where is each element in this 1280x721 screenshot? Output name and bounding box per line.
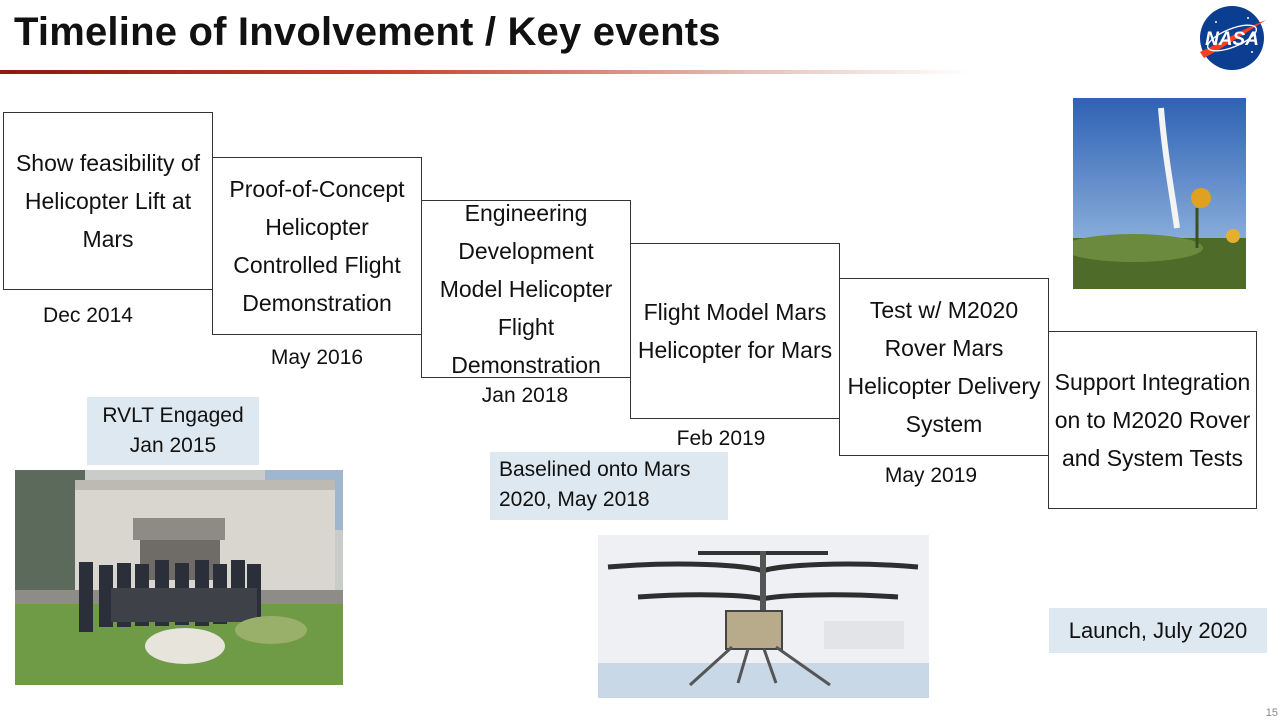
rvlt-callout-line-1: RVLT Engaged <box>102 404 244 427</box>
title-underline <box>0 70 970 74</box>
team-photo <box>15 470 343 685</box>
launch-photo <box>1073 98 1246 289</box>
rvlt-callout-line-2: Jan 2015 <box>129 434 217 457</box>
milestone-box-6 <box>1048 331 1257 509</box>
milestone-box-4 <box>630 243 840 419</box>
milestone-label-2: Proof-of-Concept Helicopter Controlled Flight Demonstration <box>229 176 405 316</box>
milestone-date-2: May 2016 <box>270 346 364 369</box>
milestone-box-2 <box>212 157 422 335</box>
milestone-date-5: May 2019 <box>884 464 978 487</box>
nasa-logo-text: NASA <box>1205 29 1259 50</box>
milestone-box-1 <box>3 112 213 290</box>
nasa-logo <box>1196 4 1268 72</box>
milestone-label-5: Test w/ M2020 Rover Mars Helicopter Delivery System <box>847 297 1041 437</box>
milestone-label-4: Flight Model Mars Helicopter for Mars <box>637 299 833 363</box>
helicopter-photo <box>598 535 929 698</box>
baselined-callout-line-2: 2020, May 2018 <box>499 488 650 511</box>
milestone-box-5 <box>839 278 1049 456</box>
milestone-date-1: Dec 2014 <box>43 304 133 327</box>
launch-callout: Launch, July 2020 <box>1049 608 1267 653</box>
page-number: 15 <box>1265 707 1278 719</box>
slide-title: Timeline of Involvement / Key events <box>14 10 721 54</box>
milestone-label-6: Support Integration on to M2020 Rover and System Tests <box>1054 369 1251 471</box>
milestone-label-1: Show feasibility of Helicopter Lift at Mars <box>15 150 201 252</box>
baselined-callout <box>490 452 728 520</box>
milestone-label-3: Engineering Development Model Helicopter Flight Demonstration <box>439 200 613 378</box>
milestone-date-3: Jan 2018 <box>481 384 569 407</box>
rvlt-engaged-callout <box>87 397 259 465</box>
milestone-date-4: Feb 2019 <box>676 427 766 450</box>
baselined-callout-line-1: Baselined onto Mars <box>499 458 691 481</box>
milestone-box-3 <box>421 200 631 378</box>
